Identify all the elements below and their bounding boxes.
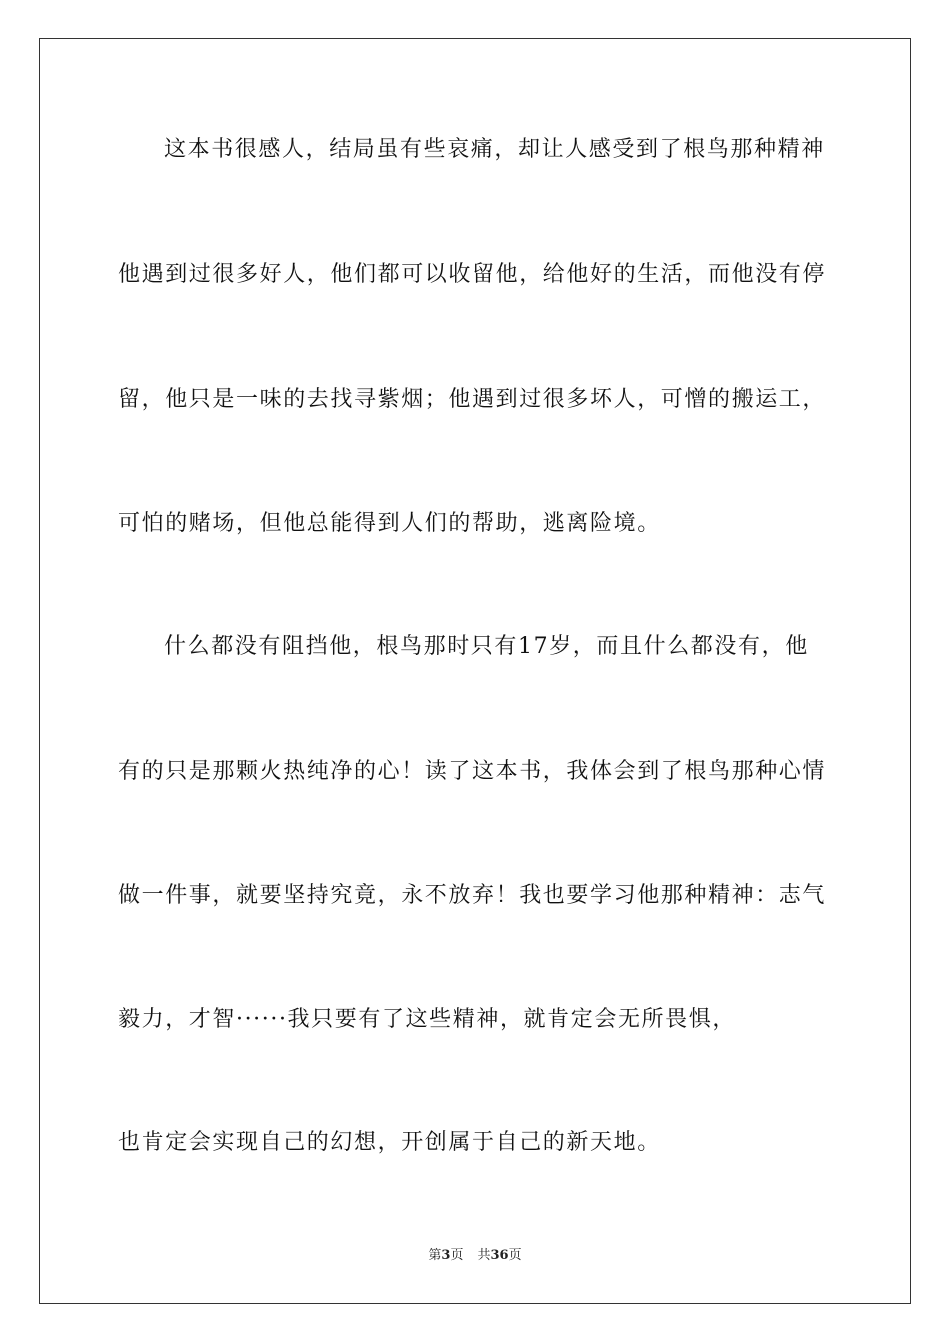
page-number: 3	[441, 1248, 451, 1263]
paragraph-line: 做一件事，就要坚持究竟，永不放弃！我也要学习他那种精神：志气	[118, 883, 827, 908]
paragraph-line: 这本书很感人，结局虽有些哀痛，却让人感受到了根鸟那种精神	[164, 137, 825, 162]
paragraph-line: 也肯定会实现自己的幻想，开创属于自己的新天地。	[118, 1130, 661, 1155]
page-prefix: 第	[428, 1248, 442, 1263]
paragraph-line: 什么都没有阻挡他，根鸟那时只有17岁，而且什么都没有，他	[164, 634, 809, 659]
total-suffix: 页	[508, 1248, 522, 1263]
page-suffix: 页	[450, 1248, 464, 1263]
paragraph-line: 毅力，才智······我只要有了这些精神，就肯定会无所畏惧，	[118, 1007, 736, 1032]
paragraph-line: 可怕的赌场，但他总能得到人们的帮助，逃离险境。	[118, 511, 661, 536]
total-prefix: 共	[477, 1248, 491, 1263]
paragraph-line: 留，他只是一味的去找寻紫烟；他遇到过很多坏人，可憎的搬运工，	[118, 387, 827, 412]
paragraph-line: 有的只是那颗火热纯净的心！读了这本书，我体会到了根鸟那种心情	[118, 759, 827, 784]
total-pages: 36	[490, 1248, 509, 1263]
paragraph-line: 他遇到过很多好人，他们都可以收留他，给他好的生活，而他没有停	[118, 262, 827, 287]
page-border	[39, 38, 911, 1304]
page-footer	[0, 1247, 950, 1265]
